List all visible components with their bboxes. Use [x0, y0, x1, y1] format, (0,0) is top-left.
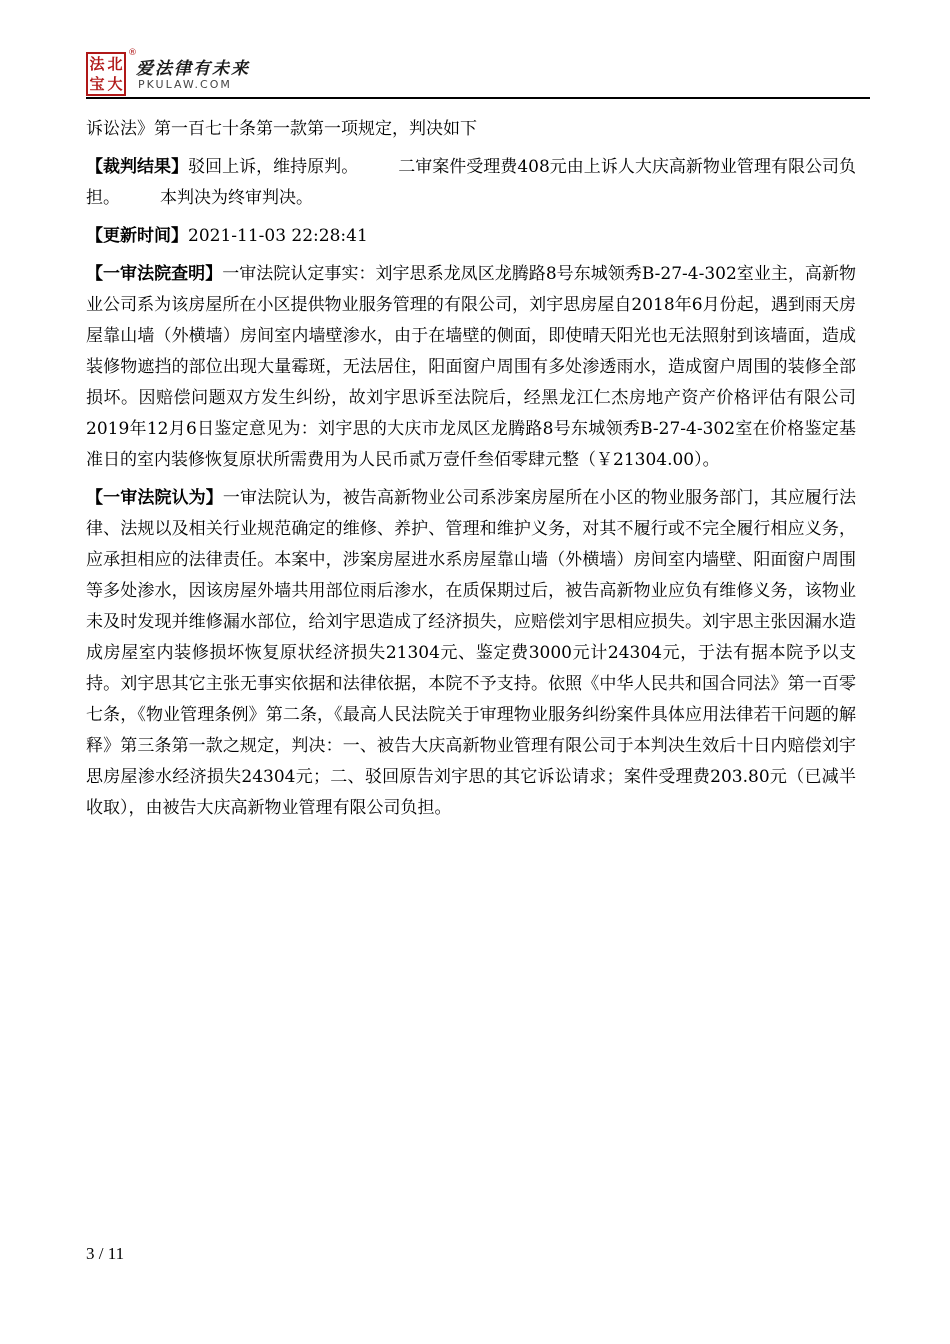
- logo-char: 北: [107, 55, 123, 73]
- header-divider: [86, 97, 870, 99]
- logo-char: 法: [89, 55, 105, 73]
- page-number: 3 / 11: [86, 1244, 125, 1263]
- logo-char: 大: [107, 75, 123, 93]
- paragraph-text: 诉讼法》第一百七十条第一款第一项规定，判决如下: [86, 119, 477, 139]
- section-label: 【更新时间】: [86, 226, 188, 246]
- paragraph-text: 二审案件受理费408元由上诉人大庆高新物业管理有限公司负担。: [86, 157, 857, 208]
- page-header: [86, 48, 886, 100]
- paragraph-continuation: [86, 114, 856, 145]
- logo-slogan: 爱法律有未来: [136, 59, 250, 79]
- registered-mark: ®: [128, 48, 137, 58]
- logo-char: 宝: [89, 75, 105, 93]
- document-body: [86, 114, 856, 831]
- paragraph-judgment-result: [86, 152, 856, 214]
- paragraph-first-instance-facts: [86, 259, 856, 476]
- section-label: 【一审法院查明】: [86, 264, 223, 284]
- paragraph-text: 驳回上诉，维持原判。: [188, 157, 359, 177]
- paragraph-update-time: [86, 221, 856, 252]
- paragraph-text: 一审法院认为，被告高新物业公司系涉案房屋所在小区的物业服务部门，其应履行法律、法规以及相关行业规范确定的维修、养护、管理和维护义务，对其不履行或不完全履行相应义务，应承担相应的法律责任。本案中，涉案房屋进水系房屋靠山墙（外横墙）房间室内墙壁、阳面窗户周围等多处渗水，因该房屋外墙共用部位雨后渗水，在质保期过后，被告高新物业应负有维修义务，该物业未及时发现并维修漏水部位，给刘宇思造成了经济损失，应赔偿刘宇思相应损失。刘宇思主张因漏水造成房屋室内装修损坏恢复原状经济损失21304元、鉴定费3000元计24304元，于法有据本院予以支持。刘宇思其它主张无事实依据和法律依据，本院不予支持。依照《中华人民共和国合同法》第一百零七条，《物业管理条例》第二条，《最高人民法院关于审理物业服务纠纷案件具体应用法律若干问题的解释》第三条第一款之规定，判决：一、被告大庆高新物业管理有限公司于本判决生效后十日内赔偿刘宇思房屋渗水经济损失24304元；二、驳回原告刘宇思的其它诉讼请求；案件受理费203.80元（已减半收取），由被告大庆高新物业管理有限公司负担。: [86, 488, 857, 818]
- paragraph-first-instance-opinion: [86, 483, 856, 824]
- section-label: 【一审法院认为】: [86, 488, 223, 508]
- logo-url: PKULAW.COM: [138, 78, 232, 91]
- paragraph-text: 本判决为终审判决。: [160, 188, 313, 208]
- paragraph-text: 一审法院认定事实：刘宇思系龙凤区龙腾路8号东城领秀B-27-4-302室业主，高新物业公司系为该房屋所在小区提供物业服务管理的有限公司，刘宇思房屋自2018年6月份起，遇到雨天房屋靠山墙（外横墙）房间室内墙壁渗水，由于在墙壁的侧面，即使晴天阳光也无法照射到该墙面，造成装修物遮挡的部位出现大量霉斑，无法居住，阳面窗户周围有多处渗透雨水，造成窗户周围的装修全部损坏。因赔偿问题双方发生纠纷，故刘宇思诉至法院后，经黑龙江仁杰房地产资产价格评估有限公司2019年12月6日鉴定意见为：刘宇思的大庆市龙凤区龙腾路8号东城领秀B-27-4-302室在价格鉴定基准日的室内装修恢复原状所需费用为人民币贰万壹仟叁佰零肆元整（￥21304.00）。: [86, 264, 856, 470]
- section-label: 【裁判结果】: [86, 157, 189, 177]
- pkulaw-logo: [86, 52, 126, 96]
- update-timestamp: 2021-11-03 22:28:41: [188, 226, 368, 246]
